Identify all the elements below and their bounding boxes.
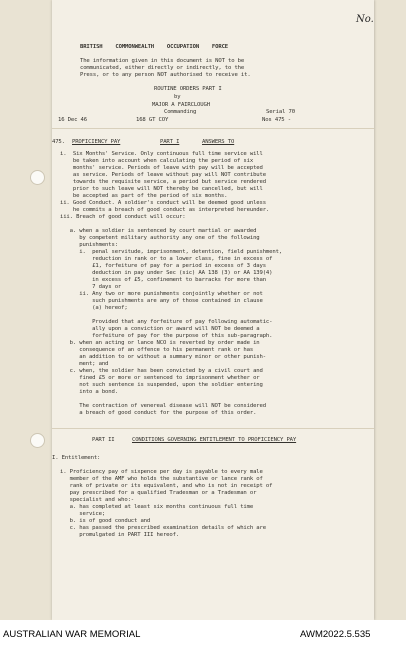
- body-line: ii. Good Conduct. A soldier's conduct will be deemed good unless: [60, 200, 266, 206]
- body-line: c. when, the soldier has been convicted by a civil court and: [60, 368, 263, 374]
- notice-line: communicated, either directly or indirectly, to the: [80, 65, 245, 71]
- body-line: i. Six Months' Service. Only continuous full time service will: [60, 151, 263, 157]
- body-line: 7 days or: [60, 284, 122, 290]
- fold-line: [52, 128, 374, 129]
- body-line: Provided that any forfeiture of pay following automatic-: [60, 319, 273, 325]
- footer-accession-number: AWM2022.5.535: [300, 629, 371, 640]
- section-part: PART I: [160, 139, 180, 145]
- body-line: b. when an acting or lance NCO is reverted by order made in: [60, 340, 260, 346]
- entitlement-line: service;: [60, 511, 106, 517]
- orders-author: MAJOR A FAIRCLOUGH: [152, 102, 210, 108]
- body-line: iii. Breach of good conduct will occur:: [60, 214, 186, 220]
- entitlement-line: i. Proficiency pay of sixpence per day is payable to every male: [60, 469, 263, 475]
- body-line: punishments:: [60, 242, 118, 248]
- entitlement-line: promulgated in PART III hereof.: [60, 532, 180, 538]
- body-line: an addition to or without a summary minor or other punish-: [60, 354, 266, 360]
- document-page: [52, 0, 374, 620]
- notice-line: The information given in this document is NOT to be: [80, 58, 245, 64]
- footer-bar: [0, 620, 406, 653]
- body-line: towards the requisite service, a period but service rendered: [60, 179, 266, 185]
- body-line: by competent military authority any one of the following: [60, 235, 260, 241]
- body-line: prior to such leave will NOT thereby be cancelled, but will: [60, 186, 263, 192]
- body-line: as service. Periods of leave without pay will NOT contribute: [60, 172, 266, 178]
- body-line: consequence of an offence to his permanent rank or has: [60, 347, 254, 353]
- body-line: ii. Any two or more punishments conjointly whether or not: [60, 291, 263, 297]
- orders-serial: Serial 70: [266, 109, 295, 115]
- handwritten-number-mark: No.: [356, 14, 374, 25]
- orders-unit: 168 GT COY: [136, 117, 169, 123]
- entitlement-line: pay prescribed for a qualified Tradesman or a Tradesman or: [60, 490, 257, 496]
- fold-line: [52, 428, 374, 429]
- orders-date: 16 Dec 46: [58, 117, 87, 123]
- punch-hole: [30, 433, 45, 448]
- entitlement-line: member of the AMF who holds the substantive or lance rank of: [60, 476, 263, 482]
- entitlement-line: b. is of good conduct and: [60, 518, 151, 524]
- part2-label: PART II: [92, 437, 115, 443]
- body-line: such punishments are any of those contained in clause: [60, 298, 263, 304]
- body-line: forfeiture of pay for the purpose of this sub-paragraph.: [60, 333, 273, 339]
- body-line: be accepted as part of the period of six months.: [60, 193, 228, 199]
- entitlement-line: specialist and who:-: [60, 497, 135, 503]
- body-line: i. penal servitude, imprisonment, detention, field punishment,: [60, 249, 283, 255]
- body-line: months' service. Periods of leave with pay will be accepted: [60, 165, 263, 171]
- section-title: PROFICIENCY PAY: [72, 139, 121, 145]
- notice-line: Press, or to any person NOT authorised to receive it.: [80, 72, 251, 78]
- body-line: into a bond.: [60, 389, 118, 395]
- orders-title: ROUTINE ORDERS PART I: [154, 86, 222, 92]
- orders-numbers: Nos 475 -: [262, 117, 291, 123]
- punch-hole: [30, 170, 45, 185]
- org-heading: BRITISH COMMONWEALTH OCCUPATION FORCE: [80, 44, 229, 50]
- section-number: 475.: [52, 139, 65, 145]
- entitlement-line: c. has passed the prescribed examination details of which are: [60, 525, 266, 531]
- body-line: The contraction of venereal disease will NOT be considered: [60, 403, 266, 409]
- body-line: in excess of £5, confinement to barracks for more than: [60, 277, 266, 283]
- body-line: not such sentence is suspended, upon the soldier entering: [60, 382, 263, 388]
- entitlement-line: a. has completed at least six months continuous full time: [60, 504, 254, 510]
- body-line: £1, forfeiture of pay for a period in excess of 3 days: [60, 263, 266, 269]
- section-subtitle: ANSWERS TO: [202, 139, 235, 145]
- entitlement-line: rank of private or its equivalent, and who is not in receipt of: [60, 483, 273, 489]
- part2-title: CONDITIONS GOVERNING ENTITLEMENT TO PROFICIENCY PAY: [132, 437, 297, 443]
- body-line: a. when a soldier is sentenced by court martial or awarded: [60, 228, 257, 234]
- body-line: (a) hereof;: [60, 305, 128, 311]
- body-line: ally upon a conviction or award will NOT be deemed a: [60, 326, 260, 332]
- entitlement-heading: I. Entitlement:: [52, 455, 101, 461]
- body-line: he commits a breach of good conduct as interpreted hereunder.: [60, 207, 270, 213]
- body-line: deduction in pay under Sec (sic) AA 138 (3) or AA 139(4): [60, 270, 273, 276]
- body-line: be taken into account when calculating the period of six: [60, 158, 254, 164]
- orders-commanding: Commanding: [164, 109, 197, 115]
- body-line: a breach of good conduct for the purpose of this order.: [60, 410, 257, 416]
- body-line: ment; and: [60, 361, 109, 367]
- body-line: fined £5 or more or sentenced to imprisonment whether or: [60, 375, 260, 381]
- body-line: reduction in rank or to a lower class, fine in excess of: [60, 256, 273, 262]
- footer-institution: AUSTRALIAN WAR MEMORIAL: [3, 629, 141, 640]
- orders-by: by: [174, 94, 181, 100]
